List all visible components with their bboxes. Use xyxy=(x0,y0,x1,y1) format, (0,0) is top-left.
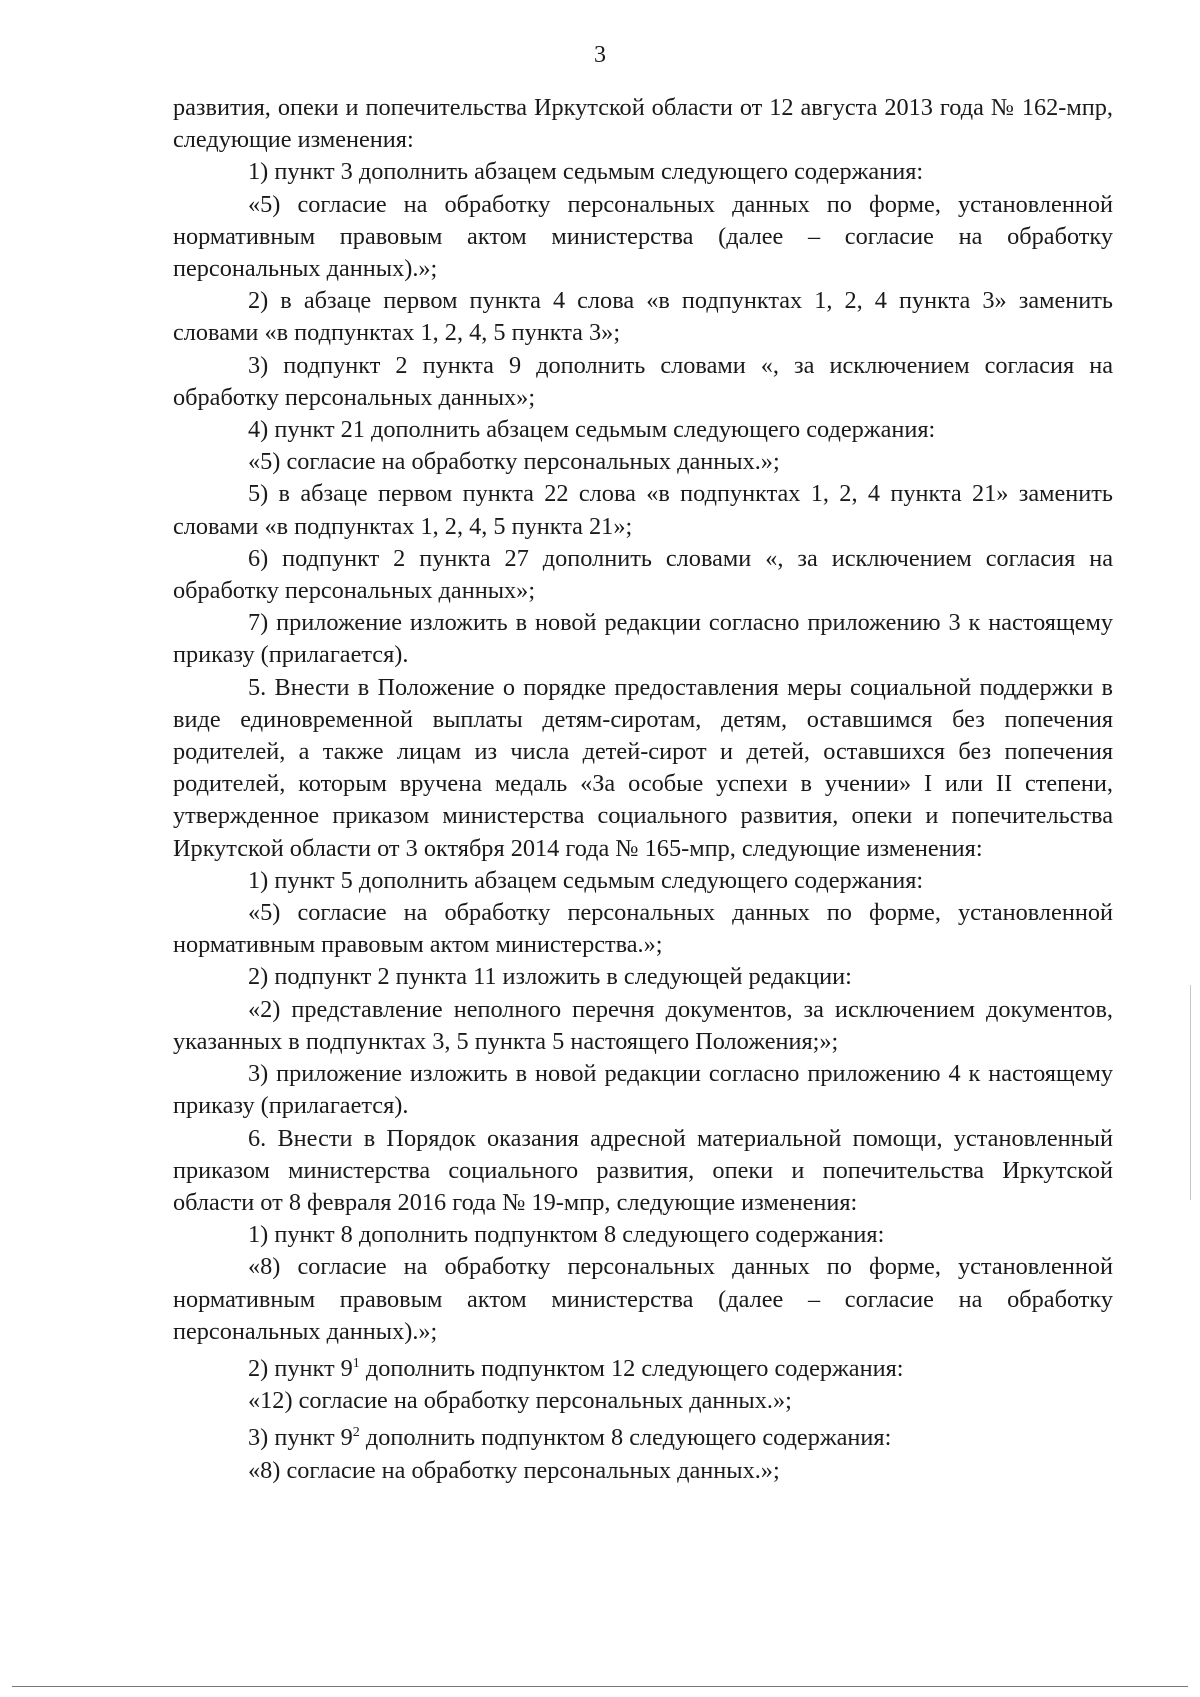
paragraph: 3) подпункт 2 пункта 9 дополнить словами «, за исключением согласия на обработку персональных данных»; xyxy=(173,351,1113,411)
paragraph: 6. Внести в Порядок оказания адресной материальной помощи, установленный приказом министерства социального развития, опеки и попечительства Иркутской области от 8 февраля 2016 года № 19-мпр, следующие изменения: xyxy=(173,1124,1113,1216)
paragraph: «12) согласие на обработку персональных данных.»; xyxy=(248,1387,792,1415)
paragraph: 5. Внести в Положение о порядке предоставления меры социальной поддержки в виде единовременной выплаты детям-сиротам, детям, оставшимся без попечения родителей, а также лицам из числа детей-сирот и детей, оставшихся без попечения родителей, которым вручена медаль «За особые успехи в учении» I или II степени, утвержденное приказом министерства социального развития, опеки и попечительства Иркутской области от 3 октября 2014 года № 165-мпр, следующие изменения: xyxy=(173,673,1113,862)
scan-margin-mark xyxy=(1190,985,1191,1200)
item-text: 3) пункт 9 xyxy=(248,1424,353,1452)
paragraph: «2) представление неполного перечня документов, за исключением документов, указанных в подпунктах 3, 5 пункта 5 настоящего Положения;»; xyxy=(173,995,1113,1055)
document-body xyxy=(173,92,1113,1487)
paragraph: 5) в абзаце первом пункта 22 слова «в подпунктах 1, 2, 4 пункта 21» заменить словами «в подпунктах 1, 2, 4, 5 пункта 21»; xyxy=(173,480,1113,540)
page-number: 3 xyxy=(594,42,606,68)
paragraph-item-9-2 xyxy=(173,1417,1113,1454)
paragraph: 1) пункт 8 дополнить подпунктом 8 следующего содержания: xyxy=(248,1221,885,1249)
paragraph: развития, опеки и попечительства Иркутской области от 12 августа 2013 года № 162-мпр, следующие изменения: xyxy=(173,94,1113,154)
paragraph: 6) подпункт 2 пункта 27 дополнить словами «, за исключением согласия на обработку персональных данных»; xyxy=(173,544,1113,605)
paragraph: 4) пункт 21 дополнить абзацем седьмым следующего содержания: xyxy=(248,416,936,444)
superscript: 2 xyxy=(352,1425,360,1441)
item-text: 2) пункт 9 xyxy=(248,1355,353,1383)
paragraph: «5) согласие на обработку персональных данных по форме, установленной нормативным правовым актом министерства (далее – согласие на обработку персональных данных).»; xyxy=(173,190,1113,283)
paragraph: 7) приложение изложить в новой редакции согласно приложению 3 к настоящему приказу (прилагается). xyxy=(173,609,1113,669)
paragraph: 1) пункт 5 дополнить абзацем седьмым следующего содержания: xyxy=(248,866,924,894)
paragraph-item-9-1 xyxy=(173,1348,1113,1385)
item-text: дополнить подпунктом 8 следующего содержания: xyxy=(359,1424,892,1452)
paragraph: «8) согласие на обработку персональных данных по форме, установленной нормативным правовым актом министерства (далее – согласие на обработку персональных данных).»; xyxy=(173,1253,1113,1345)
paragraph: «8) согласие на обработку персональных данных.»; xyxy=(248,1456,780,1484)
paragraph: 1) пункт 3 дополнить абзацем седьмым следующего содержания: xyxy=(248,158,924,186)
page-bottom-edge xyxy=(12,1686,1188,1687)
paragraph: «5) согласие на обработку персональных данных.»; xyxy=(248,448,780,476)
paragraph: «5) согласие на обработку персональных данных по форме, установленной нормативным правовым актом министерства.»; xyxy=(173,899,1113,959)
paragraph: 2) в абзаце первом пункта 4 слова «в подпунктах 1, 2, 4 пункта 3» заменить словами «в подпунктах 1, 2, 4, 5 пункта 3»; xyxy=(173,287,1113,347)
item-text: дополнить подпунктом 12 следующего содержания: xyxy=(359,1355,904,1383)
paragraph: 3) приложение изложить в новой редакции согласно приложению 4 к настоящему приказу (прилагается). xyxy=(173,1060,1113,1120)
paragraph: 2) подпункт 2 пункта 11 изложить в следующей редакции: xyxy=(248,963,852,991)
superscript: 1 xyxy=(352,1355,360,1371)
